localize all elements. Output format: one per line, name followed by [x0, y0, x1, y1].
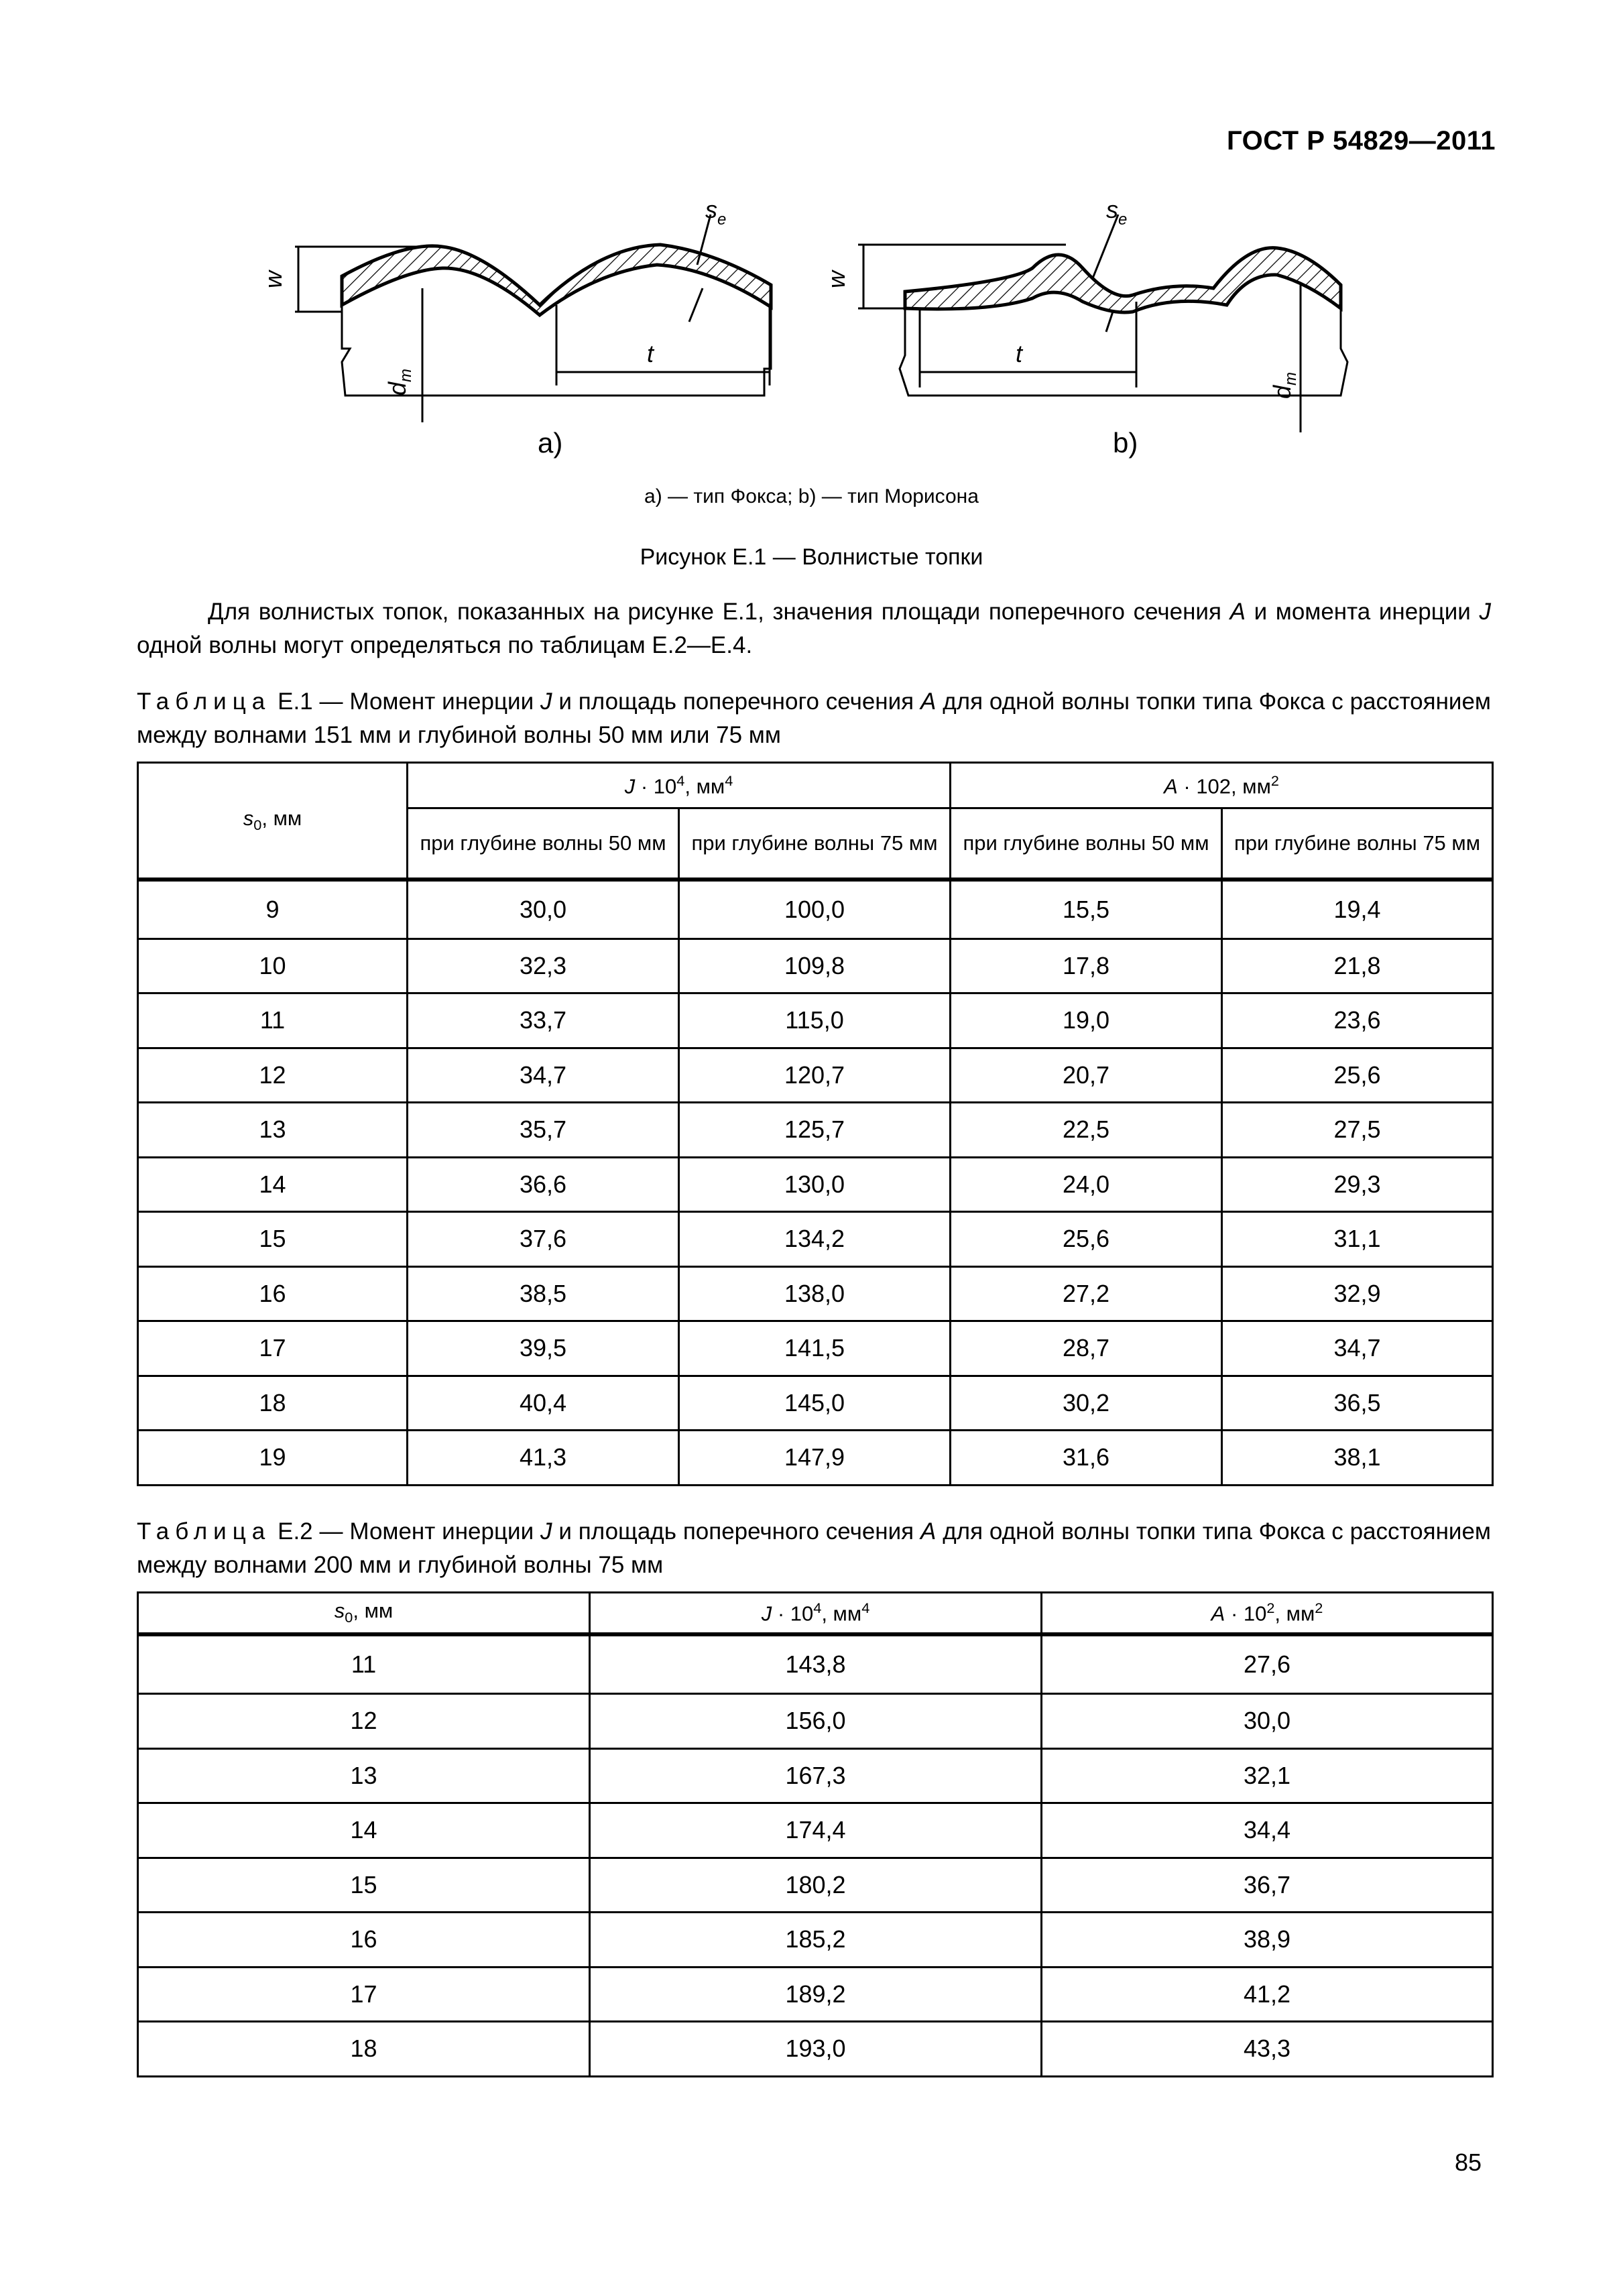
table-cell: 34,7: [408, 1048, 679, 1103]
table-cell: 16: [138, 1266, 408, 1321]
table-cell: 17: [138, 1967, 590, 2022]
table-row: [138, 1858, 1493, 1913]
header-j: $J \cdot 10^4$, $мм^4$: [408, 763, 951, 808]
table-cell: 147,9: [679, 1431, 951, 1486]
table-cell: 37,6: [408, 1212, 679, 1267]
table-cell: 138,0: [679, 1266, 951, 1321]
table-cell: 15: [138, 1858, 590, 1913]
table-row: [138, 1748, 1493, 1803]
table-cell: 27,5: [1222, 1103, 1493, 1158]
body-paragraph: Для волнистых топок, показанных на рисунке Е.1, значения площади поперечного сечения А и момента инерции J одной волны могут определяться по таблицам Е.2—Е.4.: [137, 599, 1491, 658]
table-cell: 32,9: [1222, 1266, 1493, 1321]
table-row: [138, 1431, 1493, 1486]
table-cell: 18: [138, 1376, 408, 1431]
table-cell: 36,6: [408, 1157, 679, 1212]
table-cell: 21,8: [1222, 939, 1493, 993]
table-cell: 19: [138, 1431, 408, 1486]
table-cell: 28,7: [951, 1321, 1222, 1376]
table-cell: 174,4: [590, 1803, 1042, 1858]
table-cell: 22,5: [951, 1103, 1222, 1158]
table-cell: 100,0: [679, 880, 951, 939]
table-cell: 193,0: [590, 2022, 1042, 2077]
figure-legend: а) — тип Фокса; b) — тип Морисона: [644, 485, 979, 507]
table-cell: 11: [138, 993, 408, 1048]
table-cell: 25,6: [951, 1212, 1222, 1267]
table-cell: 15: [138, 1212, 408, 1267]
table-cell: 12: [138, 1694, 590, 1749]
table-1: [137, 762, 1494, 1486]
table-row: [138, 2022, 1493, 2077]
table-row: [138, 1803, 1493, 1858]
table-row: [138, 880, 1493, 939]
corrugated-furnace-figure: [241, 168, 1381, 483]
table-2-caption: Таблица Е.2 — Момент инерции J и площадь поперечного сечения А для одной волны топки типа Фокса с расстоянием между волнами 200 мм и глубиной волны 75 мм: [137, 1518, 1491, 1578]
table-cell: 30,2: [951, 1376, 1222, 1431]
table-cell: 32,1: [1042, 1748, 1493, 1803]
table-cell: 134,2: [679, 1212, 951, 1267]
page-number: 85: [1455, 2149, 1482, 2176]
table-cell: 19,0: [951, 993, 1222, 1048]
subheader-a-50: при глубине волны 50 мм: [951, 808, 1222, 880]
panel-b-label: b): [1113, 427, 1138, 459]
figure-title: Рисунок Е.1 — Волнистые топки: [640, 544, 983, 570]
table-cell: 17: [138, 1321, 408, 1376]
morison-type-drawing: [858, 215, 1347, 432]
table-cell: 29,3: [1222, 1157, 1493, 1212]
table-cell: 19,4: [1222, 880, 1493, 939]
table-cell: 38,1: [1222, 1431, 1493, 1486]
table-cell: 18: [138, 2022, 590, 2077]
table-cell: 11: [138, 1634, 590, 1694]
table-cell: 30,0: [408, 880, 679, 939]
table-row: [138, 993, 1493, 1048]
table-cell: 38,5: [408, 1266, 679, 1321]
table-cell: 17,8: [951, 939, 1222, 993]
table-row: [138, 1321, 1493, 1376]
table-cell: 185,2: [590, 1913, 1042, 1968]
table-row: [138, 1967, 1493, 2022]
table-cell: 31,6: [951, 1431, 1222, 1486]
table-row: [138, 1103, 1493, 1158]
table-cell: 12: [138, 1048, 408, 1103]
table-row: [138, 1634, 1493, 1694]
table-2: [137, 1591, 1494, 2077]
table-cell: 189,2: [590, 1967, 1042, 2022]
table-row: [138, 1157, 1493, 1212]
dim-w-a: w: [259, 271, 287, 288]
table-cell: 41,3: [408, 1431, 679, 1486]
table-cell: 141,5: [679, 1321, 951, 1376]
header-a: $А \cdot 10^2$, $мм^2$: [1042, 1593, 1493, 1635]
table-cell: 180,2: [590, 1858, 1042, 1913]
header-s0: $s_0$, мм: [138, 763, 408, 880]
table-row: [138, 1913, 1493, 1968]
table-cell: 9: [138, 880, 408, 939]
table-cell: 14: [138, 1157, 408, 1212]
table-cell: 34,7: [1222, 1321, 1493, 1376]
table-row: [138, 1212, 1493, 1267]
table-cell: 167,3: [590, 1748, 1042, 1803]
table-cell: 20,7: [951, 1048, 1222, 1103]
table-cell: 25,6: [1222, 1048, 1493, 1103]
table-row: [138, 1266, 1493, 1321]
fox-type-drawing: [295, 215, 771, 422]
table-row: [138, 1376, 1493, 1431]
table-cell: 13: [138, 1748, 590, 1803]
table-1-caption: Таблица Е.1 — Момент инерции J и площадь поперечного сечения А для одной волны топки типа Фокса с расстоянием между волнами 151 мм и глубиной волны 50 мм или 75 мм: [137, 688, 1491, 748]
table-cell: 14: [138, 1803, 590, 1858]
table-cell: 43,3: [1042, 2022, 1493, 2077]
table-cell: 35,7: [408, 1103, 679, 1158]
document-code: ГОСТ Р 54829—2011: [1227, 126, 1496, 156]
header-a: А · 102, $мм^2$: [951, 763, 1493, 808]
table-cell: 40,4: [408, 1376, 679, 1431]
subheader-a-75: при глубине волны 75 мм: [1222, 808, 1493, 880]
panel-a-label: а): [538, 427, 563, 459]
table-cell: 32,3: [408, 939, 679, 993]
table-cell: 15,5: [951, 880, 1222, 939]
table-row: [138, 1048, 1493, 1103]
table-cell: 36,5: [1222, 1376, 1493, 1431]
table-cell: 27,6: [1042, 1634, 1493, 1694]
table-cell: 39,5: [408, 1321, 679, 1376]
dim-dm-a: $d_m$: [383, 368, 415, 396]
dim-se-b: $s_e$: [1106, 196, 1128, 229]
table-cell: 38,9: [1042, 1913, 1493, 1968]
table-cell: 156,0: [590, 1694, 1042, 1749]
table-cell: 145,0: [679, 1376, 951, 1431]
table-cell: 31,1: [1222, 1212, 1493, 1267]
table-cell: 24,0: [951, 1157, 1222, 1212]
table-cell: 16: [138, 1913, 590, 1968]
table-row: [138, 1694, 1493, 1749]
dim-w-b: w: [823, 271, 850, 288]
table-cell: 120,7: [679, 1048, 951, 1103]
dim-se-a: $s_e$: [705, 196, 727, 229]
table-cell: 33,7: [408, 993, 679, 1048]
table-cell: 36,7: [1042, 1858, 1493, 1913]
subheader-j-75: при глубине волны 75 мм: [679, 808, 951, 880]
table-row: [138, 939, 1493, 993]
table-cell: 125,7: [679, 1103, 951, 1158]
dim-dm-b: $d_m$: [1268, 371, 1300, 399]
table-cell: 143,8: [590, 1634, 1042, 1694]
table-cell: 30,0: [1042, 1694, 1493, 1749]
table-cell: 41,2: [1042, 1967, 1493, 2022]
subheader-j-50: при глубине волны 50 мм: [408, 808, 679, 880]
dim-t-a: t: [647, 340, 654, 367]
header-j: $J \cdot 10^4$, $мм^4$: [590, 1593, 1042, 1635]
table-cell: 27,2: [951, 1266, 1222, 1321]
table-cell: 130,0: [679, 1157, 951, 1212]
header-s0: $s_0$, мм: [138, 1593, 590, 1635]
dim-t-b: t: [1016, 340, 1023, 367]
table-cell: 109,8: [679, 939, 951, 993]
table-cell: 115,0: [679, 993, 951, 1048]
table-cell: 34,4: [1042, 1803, 1493, 1858]
table-cell: 23,6: [1222, 993, 1493, 1048]
table-cell: 13: [138, 1103, 408, 1158]
table-cell: 10: [138, 939, 408, 993]
